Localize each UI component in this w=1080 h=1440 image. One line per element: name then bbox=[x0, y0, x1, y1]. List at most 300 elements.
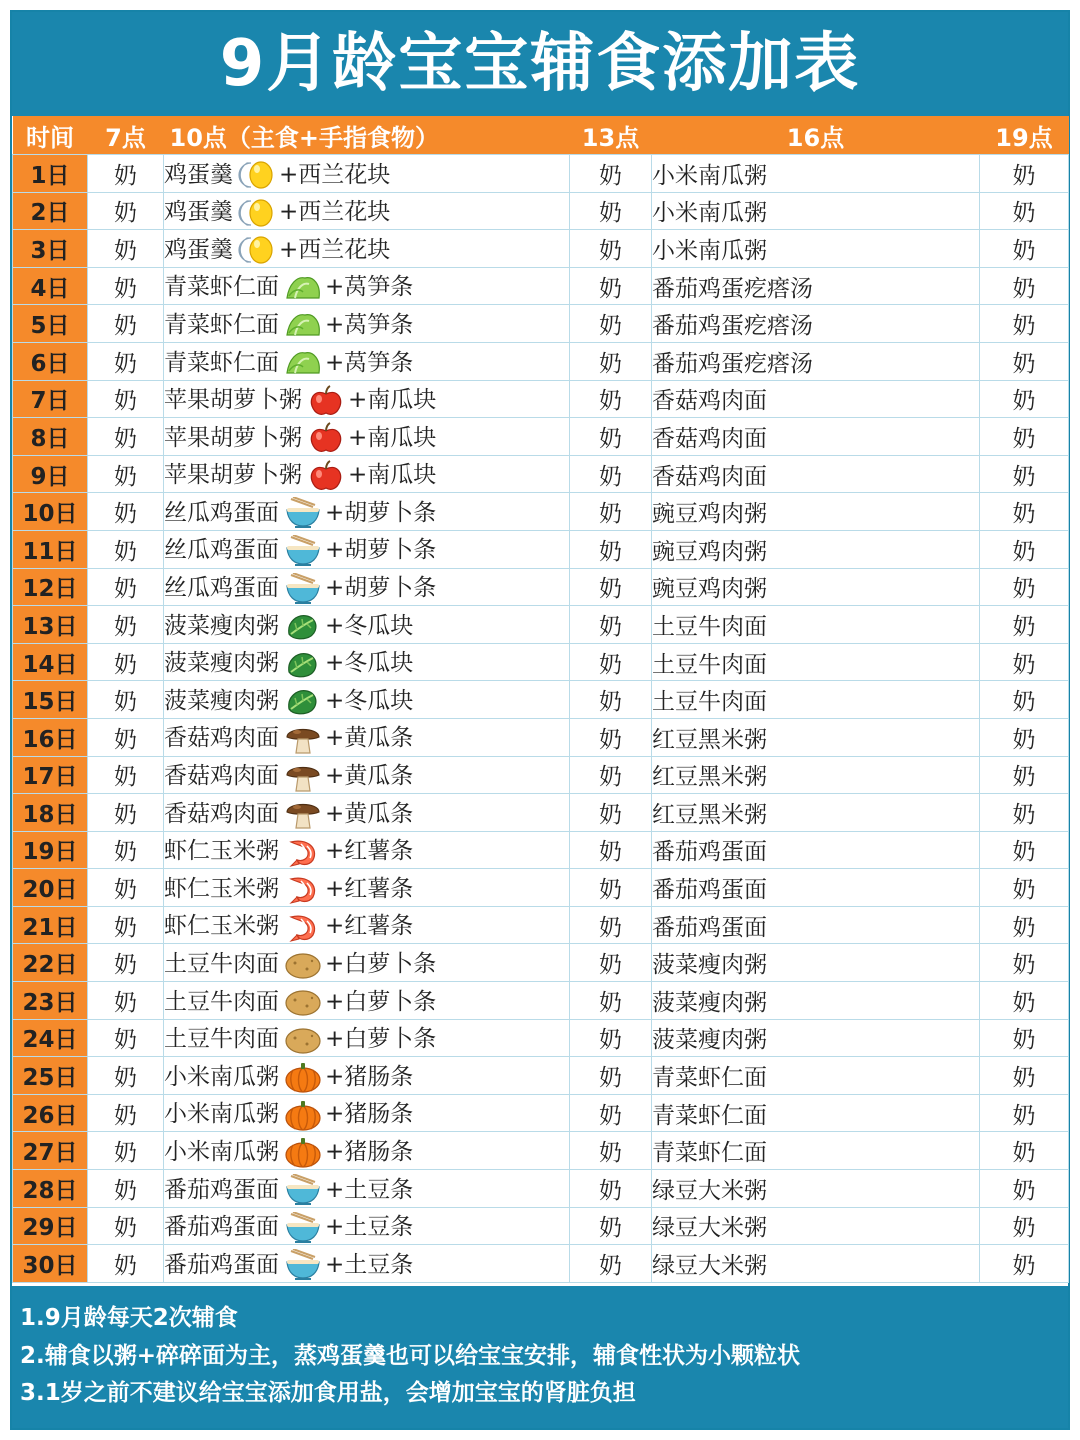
time-10-cell bbox=[164, 493, 570, 531]
time-7-cell: 奶 bbox=[88, 1019, 164, 1057]
day-cell: 27日 bbox=[13, 1132, 88, 1170]
main-dish: 鸡蛋羹 bbox=[164, 236, 233, 263]
time-10-cell bbox=[164, 606, 570, 644]
finger-food: +黄瓜条 bbox=[325, 800, 414, 827]
header-10: 10点（主食+手指食物） bbox=[164, 116, 570, 155]
finger-food: +西兰花块 bbox=[279, 236, 391, 263]
time-19-cell: 奶 bbox=[980, 1057, 1069, 1095]
note-1: 1.9月龄每天2次辅食 bbox=[20, 1305, 238, 1331]
time-13-cell: 奶 bbox=[570, 342, 652, 380]
time-19-cell: 奶 bbox=[980, 643, 1069, 681]
main-dish: 青菜虾仁面 bbox=[164, 311, 279, 338]
noodle-bowl-icon bbox=[283, 1174, 323, 1206]
noodle-bowl-icon bbox=[283, 1212, 323, 1244]
day-cell: 6日 bbox=[13, 342, 88, 380]
note-3: 3.1岁之前不建议给宝宝添加食用盐，会增加宝宝的肾脏负担 bbox=[20, 1380, 636, 1406]
time-7-cell: 奶 bbox=[88, 230, 164, 268]
day-cell: 7日 bbox=[13, 380, 88, 418]
time-13-cell: 奶 bbox=[570, 305, 652, 343]
main-dish: 青菜虾仁面 bbox=[164, 274, 279, 301]
time-7-cell: 奶 bbox=[88, 606, 164, 644]
time-10-cell bbox=[164, 418, 570, 456]
table-row bbox=[13, 380, 1069, 418]
finger-food: +白萝卜条 bbox=[325, 1026, 437, 1053]
time-7-cell: 奶 bbox=[88, 493, 164, 531]
time-19-cell: 奶 bbox=[980, 1019, 1069, 1057]
main-dish: 丝瓜鸡蛋面 bbox=[164, 575, 279, 602]
time-7-cell: 奶 bbox=[88, 681, 164, 719]
time-10-cell bbox=[164, 869, 570, 907]
day-cell: 14日 bbox=[13, 643, 88, 681]
main-dish: 土豆牛肉面 bbox=[164, 1026, 279, 1053]
time-13-cell: 奶 bbox=[570, 380, 652, 418]
pumpkin-icon bbox=[283, 1136, 323, 1168]
table-row bbox=[13, 230, 1069, 268]
time-19-cell: 奶 bbox=[980, 681, 1069, 719]
time-16-cell: 土豆牛肉面 bbox=[652, 681, 980, 719]
finger-food: +土豆条 bbox=[325, 1251, 414, 1278]
potato-icon bbox=[283, 986, 323, 1018]
apple-icon bbox=[306, 460, 346, 492]
time-7-cell: 奶 bbox=[88, 718, 164, 756]
time-7-cell: 奶 bbox=[88, 1094, 164, 1132]
time-7-cell: 奶 bbox=[88, 530, 164, 568]
time-19-cell: 奶 bbox=[980, 944, 1069, 982]
time-13-cell: 奶 bbox=[570, 944, 652, 982]
table-row bbox=[13, 1057, 1069, 1095]
time-7-cell: 奶 bbox=[88, 267, 164, 305]
time-19-cell: 奶 bbox=[980, 230, 1069, 268]
table-row bbox=[13, 982, 1069, 1020]
noodle-bowl-icon bbox=[283, 497, 323, 529]
egg-icon bbox=[237, 197, 277, 229]
main-dish: 虾仁玉米粥 bbox=[164, 875, 279, 902]
page-title: 9月龄宝宝辅食添加表 bbox=[12, 12, 1068, 116]
finger-food: +红薯条 bbox=[325, 875, 414, 902]
time-16-cell: 番茄鸡蛋面 bbox=[652, 869, 980, 907]
finger-food: +冬瓜块 bbox=[325, 687, 414, 714]
time-7-cell: 奶 bbox=[88, 1170, 164, 1208]
apple-icon bbox=[306, 385, 346, 417]
main-dish: 土豆牛肉面 bbox=[164, 988, 279, 1015]
time-16-cell: 青菜虾仁面 bbox=[652, 1094, 980, 1132]
time-19-cell: 奶 bbox=[980, 493, 1069, 531]
time-19-cell: 奶 bbox=[980, 982, 1069, 1020]
finger-food: +冬瓜块 bbox=[325, 612, 414, 639]
finger-food: +黄瓜条 bbox=[325, 725, 414, 752]
day-cell: 9日 bbox=[13, 455, 88, 493]
finger-food: +西兰花块 bbox=[279, 199, 391, 226]
time-10-cell bbox=[164, 1245, 570, 1283]
time-16-cell: 番茄鸡蛋面 bbox=[652, 831, 980, 869]
time-13-cell: 奶 bbox=[570, 155, 652, 193]
time-16-cell: 红豆黑米粥 bbox=[652, 718, 980, 756]
table-row bbox=[13, 1132, 1069, 1170]
time-13-cell: 奶 bbox=[570, 718, 652, 756]
time-13-cell: 奶 bbox=[570, 1094, 652, 1132]
day-cell: 18日 bbox=[13, 794, 88, 832]
time-19-cell: 奶 bbox=[980, 342, 1069, 380]
day-cell: 11日 bbox=[13, 530, 88, 568]
time-13-cell: 奶 bbox=[570, 831, 652, 869]
day-cell: 10日 bbox=[13, 493, 88, 531]
time-16-cell: 小米南瓜粥 bbox=[652, 155, 980, 193]
time-19-cell: 奶 bbox=[980, 1132, 1069, 1170]
egg-icon bbox=[237, 234, 277, 266]
lettuce-icon bbox=[283, 347, 323, 379]
spinach-icon bbox=[283, 610, 323, 642]
potato-icon bbox=[283, 1024, 323, 1056]
time-7-cell: 奶 bbox=[88, 192, 164, 230]
main-dish: 虾仁玉米粥 bbox=[164, 913, 279, 940]
time-10-cell bbox=[164, 1019, 570, 1057]
main-dish: 丝瓜鸡蛋面 bbox=[164, 537, 279, 564]
day-cell: 26日 bbox=[13, 1094, 88, 1132]
day-cell: 20日 bbox=[13, 869, 88, 907]
time-10-cell bbox=[164, 1170, 570, 1208]
day-cell: 25日 bbox=[13, 1057, 88, 1095]
time-10-cell bbox=[164, 1132, 570, 1170]
apple-icon bbox=[306, 422, 346, 454]
day-cell: 30日 bbox=[13, 1245, 88, 1283]
mushroom-icon bbox=[283, 723, 323, 755]
main-dish: 小米南瓜粥 bbox=[164, 1101, 279, 1128]
time-10-cell bbox=[164, 230, 570, 268]
time-13-cell: 奶 bbox=[570, 869, 652, 907]
main-dish: 香菇鸡肉面 bbox=[164, 763, 279, 790]
time-16-cell: 红豆黑米粥 bbox=[652, 756, 980, 794]
potato-icon bbox=[283, 949, 323, 981]
table-row bbox=[13, 568, 1069, 606]
main-dish: 番茄鸡蛋面 bbox=[164, 1251, 279, 1278]
time-7-cell: 奶 bbox=[88, 756, 164, 794]
main-dish: 菠菜瘦肉粥 bbox=[164, 650, 279, 677]
finger-food: +西兰花块 bbox=[279, 161, 391, 188]
time-16-cell: 土豆牛肉面 bbox=[652, 606, 980, 644]
time-16-cell: 青菜虾仁面 bbox=[652, 1057, 980, 1095]
day-cell: 12日 bbox=[13, 568, 88, 606]
time-10-cell bbox=[164, 530, 570, 568]
table-row bbox=[13, 267, 1069, 305]
shrimp-icon bbox=[283, 911, 323, 943]
time-10-cell bbox=[164, 982, 570, 1020]
table-row bbox=[13, 530, 1069, 568]
day-cell: 17日 bbox=[13, 756, 88, 794]
lettuce-icon bbox=[283, 272, 323, 304]
table-row bbox=[13, 1245, 1069, 1283]
main-dish: 番茄鸡蛋面 bbox=[164, 1176, 279, 1203]
finger-food: +红薯条 bbox=[325, 913, 414, 940]
time-16-cell: 绿豆大米粥 bbox=[652, 1207, 980, 1245]
day-cell: 8日 bbox=[13, 418, 88, 456]
finger-food: +黄瓜条 bbox=[325, 763, 414, 790]
table-row bbox=[13, 681, 1069, 719]
shrimp-icon bbox=[283, 873, 323, 905]
main-dish: 鸡蛋羹 bbox=[164, 161, 233, 188]
table-row bbox=[13, 418, 1069, 456]
time-19-cell: 奶 bbox=[980, 718, 1069, 756]
time-13-cell: 奶 bbox=[570, 267, 652, 305]
day-cell: 16日 bbox=[13, 718, 88, 756]
note-2: 2.辅食以粥+碎碎面为主，蒸鸡蛋羹也可以给宝宝安排，辅食性状为小颗粒状 bbox=[20, 1342, 801, 1369]
time-10-cell bbox=[164, 756, 570, 794]
finger-food: +猪肠条 bbox=[325, 1101, 414, 1128]
time-7-cell: 奶 bbox=[88, 982, 164, 1020]
time-13-cell: 奶 bbox=[570, 418, 652, 456]
time-19-cell: 奶 bbox=[980, 455, 1069, 493]
time-7-cell: 奶 bbox=[88, 380, 164, 418]
header-time: 时间 bbox=[13, 116, 88, 155]
table-row bbox=[13, 192, 1069, 230]
pumpkin-icon bbox=[283, 1061, 323, 1093]
finger-food: +胡萝卜条 bbox=[325, 575, 437, 602]
time-13-cell: 奶 bbox=[570, 606, 652, 644]
time-16-cell: 红豆黑米粥 bbox=[652, 794, 980, 832]
time-16-cell: 绿豆大米粥 bbox=[652, 1245, 980, 1283]
mushroom-icon bbox=[283, 798, 323, 830]
table-row bbox=[13, 643, 1069, 681]
header-13: 13点 bbox=[570, 116, 652, 155]
table-row bbox=[13, 493, 1069, 531]
time-10-cell bbox=[164, 192, 570, 230]
time-16-cell: 豌豆鸡肉粥 bbox=[652, 530, 980, 568]
time-7-cell: 奶 bbox=[88, 1207, 164, 1245]
time-19-cell: 奶 bbox=[980, 1170, 1069, 1208]
time-19-cell: 奶 bbox=[980, 305, 1069, 343]
time-19-cell: 奶 bbox=[980, 606, 1069, 644]
table-row bbox=[13, 1207, 1069, 1245]
main-dish: 香菇鸡肉面 bbox=[164, 800, 279, 827]
time-13-cell: 奶 bbox=[570, 1132, 652, 1170]
time-13-cell: 奶 bbox=[570, 230, 652, 268]
day-cell: 3日 bbox=[13, 230, 88, 268]
finger-food: +猪肠条 bbox=[325, 1138, 414, 1165]
time-10-cell bbox=[164, 681, 570, 719]
time-10-cell bbox=[164, 794, 570, 832]
time-16-cell: 青菜虾仁面 bbox=[652, 1132, 980, 1170]
time-7-cell: 奶 bbox=[88, 643, 164, 681]
time-19-cell: 奶 bbox=[980, 267, 1069, 305]
time-19-cell: 奶 bbox=[980, 568, 1069, 606]
day-cell: 19日 bbox=[13, 831, 88, 869]
mushroom-icon bbox=[283, 761, 323, 793]
time-16-cell: 豌豆鸡肉粥 bbox=[652, 493, 980, 531]
time-7-cell: 奶 bbox=[88, 418, 164, 456]
time-10-cell bbox=[164, 1057, 570, 1095]
spinach-icon bbox=[283, 648, 323, 680]
pumpkin-icon bbox=[283, 1099, 323, 1131]
time-13-cell: 奶 bbox=[570, 982, 652, 1020]
day-cell: 15日 bbox=[13, 681, 88, 719]
time-10-cell bbox=[164, 718, 570, 756]
time-10-cell bbox=[164, 944, 570, 982]
time-13-cell: 奶 bbox=[570, 1245, 652, 1283]
time-19-cell: 奶 bbox=[980, 1245, 1069, 1283]
finger-food: +猪肠条 bbox=[325, 1063, 414, 1090]
time-7-cell: 奶 bbox=[88, 568, 164, 606]
time-19-cell: 奶 bbox=[980, 418, 1069, 456]
table-row bbox=[13, 305, 1069, 343]
time-7-cell: 奶 bbox=[88, 869, 164, 907]
finger-food: +胡萝卜条 bbox=[325, 537, 437, 564]
main-dish: 鸡蛋羹 bbox=[164, 199, 233, 226]
time-16-cell: 土豆牛肉面 bbox=[652, 643, 980, 681]
time-19-cell: 奶 bbox=[980, 869, 1069, 907]
table-row bbox=[13, 342, 1069, 380]
day-cell: 4日 bbox=[13, 267, 88, 305]
finger-food: +土豆条 bbox=[325, 1214, 414, 1241]
time-10-cell bbox=[164, 380, 570, 418]
time-10-cell bbox=[164, 155, 570, 193]
finger-food: +莴笋条 bbox=[325, 349, 414, 376]
time-7-cell: 奶 bbox=[88, 831, 164, 869]
finger-food: +南瓜块 bbox=[348, 424, 437, 451]
header-19: 19点 bbox=[980, 116, 1069, 155]
noodle-bowl-icon bbox=[283, 1249, 323, 1281]
time-16-cell: 番茄鸡蛋疙瘩汤 bbox=[652, 342, 980, 380]
time-7-cell: 奶 bbox=[88, 342, 164, 380]
feeding-schedule-table bbox=[12, 116, 1069, 1283]
finger-food: +南瓜块 bbox=[348, 462, 437, 489]
main-dish: 苹果胡萝卜粥 bbox=[164, 387, 302, 414]
finger-food: +土豆条 bbox=[325, 1176, 414, 1203]
main-dish: 番茄鸡蛋面 bbox=[164, 1214, 279, 1241]
time-7-cell: 奶 bbox=[88, 1057, 164, 1095]
table-row bbox=[13, 1170, 1069, 1208]
main-dish: 菠菜瘦肉粥 bbox=[164, 687, 279, 714]
table-row bbox=[13, 718, 1069, 756]
main-dish: 土豆牛肉面 bbox=[164, 951, 279, 978]
egg-icon bbox=[237, 159, 277, 191]
time-19-cell: 奶 bbox=[980, 530, 1069, 568]
table-row bbox=[13, 869, 1069, 907]
time-10-cell bbox=[164, 342, 570, 380]
time-13-cell: 奶 bbox=[570, 1207, 652, 1245]
day-cell: 5日 bbox=[13, 305, 88, 343]
time-7-cell: 奶 bbox=[88, 794, 164, 832]
main-dish: 小米南瓜粥 bbox=[164, 1138, 279, 1165]
day-cell: 1日 bbox=[13, 155, 88, 193]
time-10-cell bbox=[164, 1094, 570, 1132]
day-cell: 29日 bbox=[13, 1207, 88, 1245]
time-10-cell bbox=[164, 305, 570, 343]
time-7-cell: 奶 bbox=[88, 455, 164, 493]
time-10-cell bbox=[164, 568, 570, 606]
table-row bbox=[13, 155, 1069, 193]
time-10-cell bbox=[164, 455, 570, 493]
time-10-cell bbox=[164, 643, 570, 681]
finger-food: +白萝卜条 bbox=[325, 951, 437, 978]
time-10-cell bbox=[164, 1207, 570, 1245]
time-19-cell: 奶 bbox=[980, 756, 1069, 794]
time-16-cell: 番茄鸡蛋面 bbox=[652, 906, 980, 944]
finger-food: +冬瓜块 bbox=[325, 650, 414, 677]
noodle-bowl-icon bbox=[283, 535, 323, 567]
notes-panel bbox=[12, 1286, 1068, 1428]
time-13-cell: 奶 bbox=[570, 1170, 652, 1208]
day-cell: 23日 bbox=[13, 982, 88, 1020]
day-cell: 13日 bbox=[13, 606, 88, 644]
table-row bbox=[13, 756, 1069, 794]
shrimp-icon bbox=[283, 836, 323, 868]
time-19-cell: 奶 bbox=[980, 1207, 1069, 1245]
time-16-cell: 香菇鸡肉面 bbox=[652, 380, 980, 418]
table-row bbox=[13, 831, 1069, 869]
time-10-cell bbox=[164, 831, 570, 869]
time-16-cell: 番茄鸡蛋疙瘩汤 bbox=[652, 305, 980, 343]
finger-food: +南瓜块 bbox=[348, 387, 437, 414]
time-7-cell: 奶 bbox=[88, 944, 164, 982]
noodle-bowl-icon bbox=[283, 573, 323, 605]
finger-food: +白萝卜条 bbox=[325, 988, 437, 1015]
table-row bbox=[13, 1019, 1069, 1057]
time-16-cell: 小米南瓜粥 bbox=[652, 192, 980, 230]
time-13-cell: 奶 bbox=[570, 681, 652, 719]
table-row bbox=[13, 606, 1069, 644]
finger-food: +莴笋条 bbox=[325, 311, 414, 338]
time-10-cell bbox=[164, 267, 570, 305]
time-16-cell: 香菇鸡肉面 bbox=[652, 418, 980, 456]
spinach-icon bbox=[283, 685, 323, 717]
time-10-cell bbox=[164, 906, 570, 944]
finger-food: +莴笋条 bbox=[325, 274, 414, 301]
time-13-cell: 奶 bbox=[570, 794, 652, 832]
time-13-cell: 奶 bbox=[570, 192, 652, 230]
day-cell: 21日 bbox=[13, 906, 88, 944]
header-16: 16点 bbox=[652, 116, 980, 155]
time-19-cell: 奶 bbox=[980, 831, 1069, 869]
header-7: 7点 bbox=[88, 116, 164, 155]
table-row bbox=[13, 1094, 1069, 1132]
finger-food: +红薯条 bbox=[325, 838, 414, 865]
time-13-cell: 奶 bbox=[570, 643, 652, 681]
day-cell: 28日 bbox=[13, 1170, 88, 1208]
time-16-cell: 绿豆大米粥 bbox=[652, 1170, 980, 1208]
table-row bbox=[13, 944, 1069, 982]
main-dish: 小米南瓜粥 bbox=[164, 1063, 279, 1090]
main-dish: 青菜虾仁面 bbox=[164, 349, 279, 376]
time-13-cell: 奶 bbox=[570, 906, 652, 944]
day-cell: 22日 bbox=[13, 944, 88, 982]
time-16-cell: 小米南瓜粥 bbox=[652, 230, 980, 268]
time-16-cell: 香菇鸡肉面 bbox=[652, 455, 980, 493]
time-7-cell: 奶 bbox=[88, 906, 164, 944]
time-19-cell: 奶 bbox=[980, 1094, 1069, 1132]
time-19-cell: 奶 bbox=[980, 380, 1069, 418]
main-dish: 丝瓜鸡蛋面 bbox=[164, 499, 279, 526]
time-19-cell: 奶 bbox=[980, 794, 1069, 832]
time-13-cell: 奶 bbox=[570, 455, 652, 493]
time-16-cell: 菠菜瘦肉粥 bbox=[652, 982, 980, 1020]
main-dish: 香菇鸡肉面 bbox=[164, 725, 279, 752]
time-16-cell: 番茄鸡蛋疙瘩汤 bbox=[652, 267, 980, 305]
time-13-cell: 奶 bbox=[570, 1057, 652, 1095]
time-7-cell: 奶 bbox=[88, 305, 164, 343]
time-19-cell: 奶 bbox=[980, 192, 1069, 230]
table-row bbox=[13, 794, 1069, 832]
time-16-cell: 菠菜瘦肉粥 bbox=[652, 1019, 980, 1057]
time-13-cell: 奶 bbox=[570, 493, 652, 531]
main-dish: 苹果胡萝卜粥 bbox=[164, 462, 302, 489]
table-row bbox=[13, 906, 1069, 944]
day-cell: 24日 bbox=[13, 1019, 88, 1057]
time-13-cell: 奶 bbox=[570, 568, 652, 606]
main-dish: 虾仁玉米粥 bbox=[164, 838, 279, 865]
day-cell: 2日 bbox=[13, 192, 88, 230]
finger-food: +胡萝卜条 bbox=[325, 499, 437, 526]
time-7-cell: 奶 bbox=[88, 1245, 164, 1283]
time-13-cell: 奶 bbox=[570, 1019, 652, 1057]
